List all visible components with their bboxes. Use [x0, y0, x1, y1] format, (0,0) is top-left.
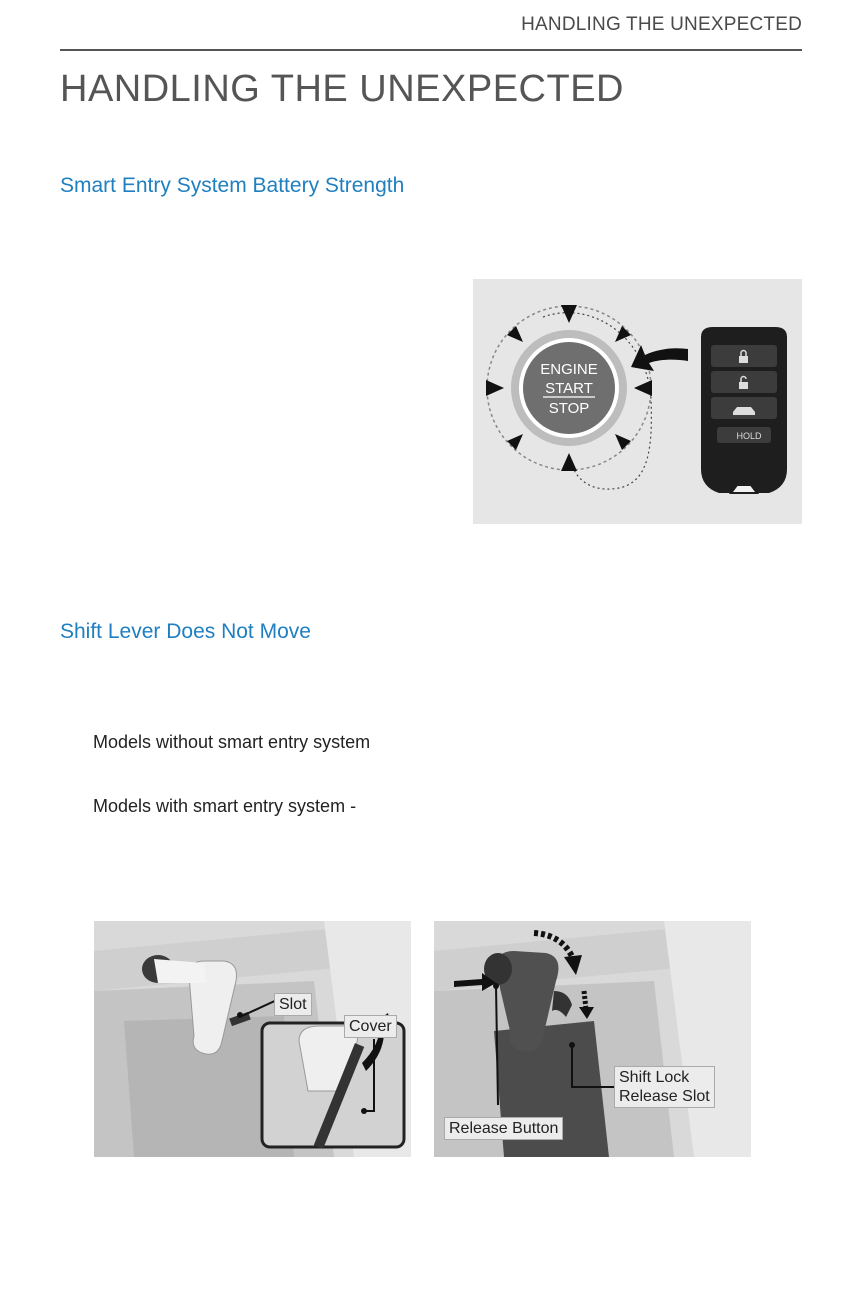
start-button-stop-label: STOP [548, 400, 590, 417]
start-button-start-label: START [545, 380, 593, 397]
slot-callout: Slot [274, 993, 312, 1016]
shift-lock-release-slot-callout: Shift Lock Release Slot [614, 1066, 715, 1108]
engine-start-illustration [473, 279, 802, 524]
release-button-callout: Release Button [444, 1117, 563, 1140]
shift-lock-release-figure [434, 921, 751, 1157]
section-heading-shift-lever: Shift Lever Does Not Move [60, 620, 311, 643]
start-button-engine-label: ENGINE [540, 361, 598, 378]
shift-lever-slot-illustration [94, 921, 411, 1157]
item-with-smart-entry: Models with smart entry system - [93, 796, 357, 816]
item-without-smart-entry: Models without smart entry system [93, 732, 371, 752]
engine-start-figure [473, 279, 802, 524]
page-title: HANDLING THE UNEXPECTED [60, 68, 625, 110]
header-rule [60, 49, 802, 51]
shift-lever-slot-figure [94, 921, 411, 1157]
fob-hold-label: HOLD [736, 431, 762, 441]
cover-callout: Cover [344, 1015, 397, 1038]
running-header: HANDLING THE UNEXPECTED [521, 14, 802, 35]
section-heading-battery: Smart Entry System Battery Strength [60, 174, 405, 197]
